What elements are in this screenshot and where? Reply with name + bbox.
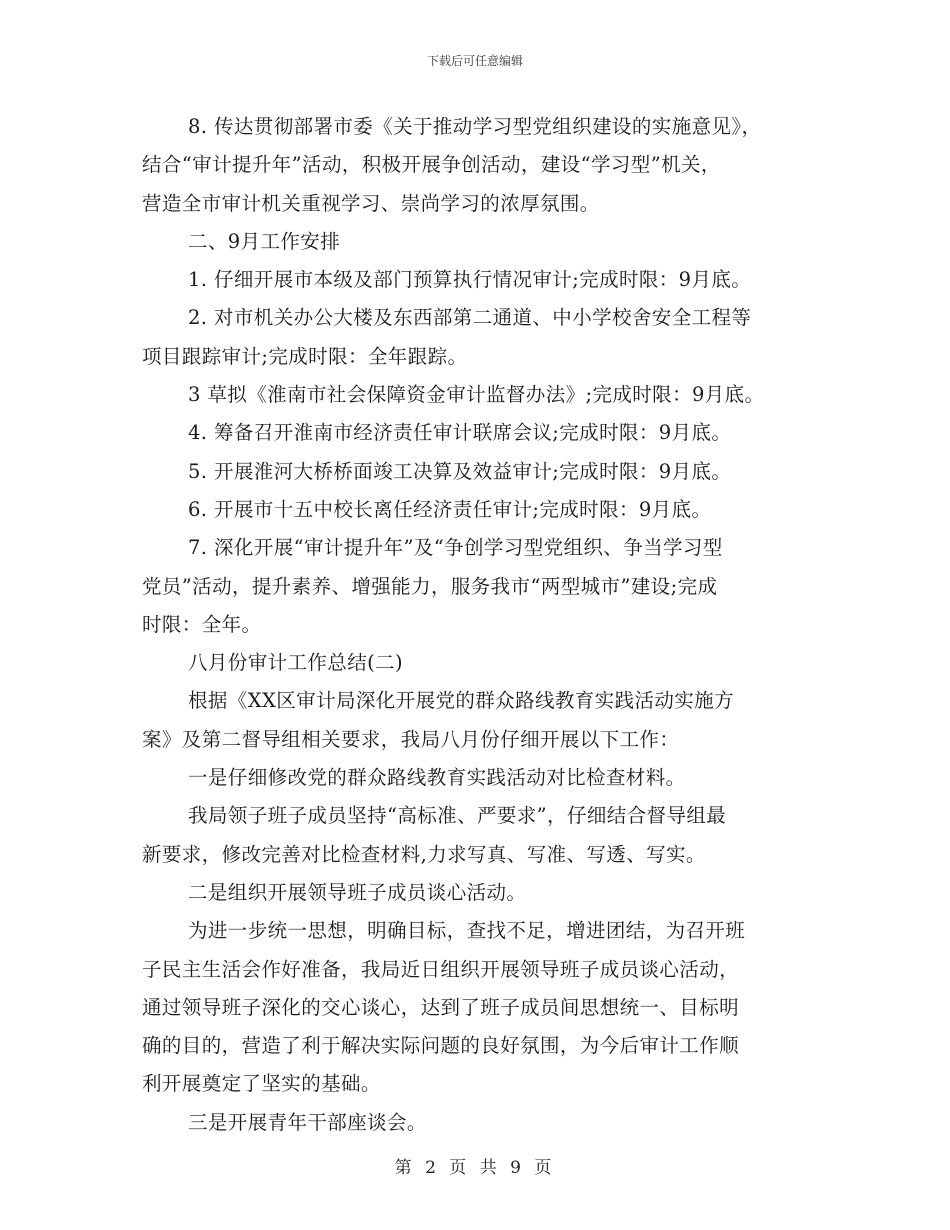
- text-line: 通过领导班子深化的交心谈心，达到了班子成员间思想统一、目标明: [142, 995, 740, 1019]
- text-line: 7. 深化开展“审计提升年”及“争创学习型党组织、争当学习型: [188, 536, 723, 560]
- text-line: 1. 仔细开展市本级及部门预算执行情况审计;完成时限：9月底。: [188, 268, 752, 292]
- text-line: 时限：全年。: [142, 612, 262, 636]
- text-line: 8. 传达贯彻部署市委《关于推动学习型党组织建设的实施意见》，: [188, 115, 762, 138]
- text-line: 一是仔细修改党的群众路线教育实践活动对比检查材料。: [188, 766, 686, 790]
- text-line: 案》及第二督导组相关要求，我局八月份仔细开展以下工作：: [142, 727, 680, 751]
- text-line: 6. 开展市十五中校长离任经济责任审计;完成时限：9月底。: [188, 497, 712, 521]
- text-line: 利开展奠定了坚实的基础。: [142, 1072, 381, 1096]
- page-header: 下载后可任意编辑: [426, 54, 523, 68]
- page-footer: 第 2 页 共 9 页: [394, 1158, 556, 1178]
- text-line: 二、9月工作安排: [188, 229, 341, 253]
- text-line: 新要求，修改完善对比检查材料,力求写真、写准、写透、写实。: [142, 842, 706, 866]
- text-line: 营造全市审计机关重视学习、崇尚学习的浓厚氛围。: [142, 191, 600, 215]
- text-line: 5. 开展淮河大桥桥面竣工决算及效益审计;完成时限：9月底。: [188, 459, 732, 483]
- text-line: 2. 对市机关办公大楼及东西部第二通道、中小学校舍安全工程等: [188, 306, 752, 330]
- text-line: 4. 筹备召开淮南市经济责任审计联席会议;完成时限：9月底。: [188, 421, 732, 445]
- text-line: 根据《XX区审计局深化开展党的群众路线教育实践活动实施方: [188, 689, 734, 713]
- text-line: 3 草拟《淮南市社会保障资金审计监督办法》;完成时限：9月底。: [188, 383, 765, 407]
- text-line: 确的目的，营造了利于解决实际问题的良好氛围，为今后审计工作顺: [142, 1034, 740, 1058]
- text-line: 二是组织开展领导班子成员谈心活动。: [188, 880, 527, 904]
- document-body: [142, 108, 822, 1142]
- text-line: 我局领子班子成员坚持“高标准、严要求”，仔细结合督导组最: [188, 804, 727, 828]
- text-line: 为进一步统一思想，明确目标，查找不足，增进团结，为召开班: [188, 919, 746, 943]
- text-line: 项目跟踪审计;完成时限：全年跟踪。: [142, 344, 468, 368]
- text-line: 子民主生活会作好准备，我局近日组织开展领导班子成员谈心活动，: [142, 957, 740, 981]
- text-line: 党员”活动，提升素养、增强能力，服务我市“两型城市”建设;完成: [142, 574, 718, 598]
- text-line: 结合“审计提升年”活动，积极开展争创活动，建设“学习型”机关，: [142, 153, 721, 177]
- text-line: 八月份审计工作总结(二): [188, 651, 404, 675]
- text-line: 三是开展青年干部座谈会。: [188, 1110, 427, 1134]
